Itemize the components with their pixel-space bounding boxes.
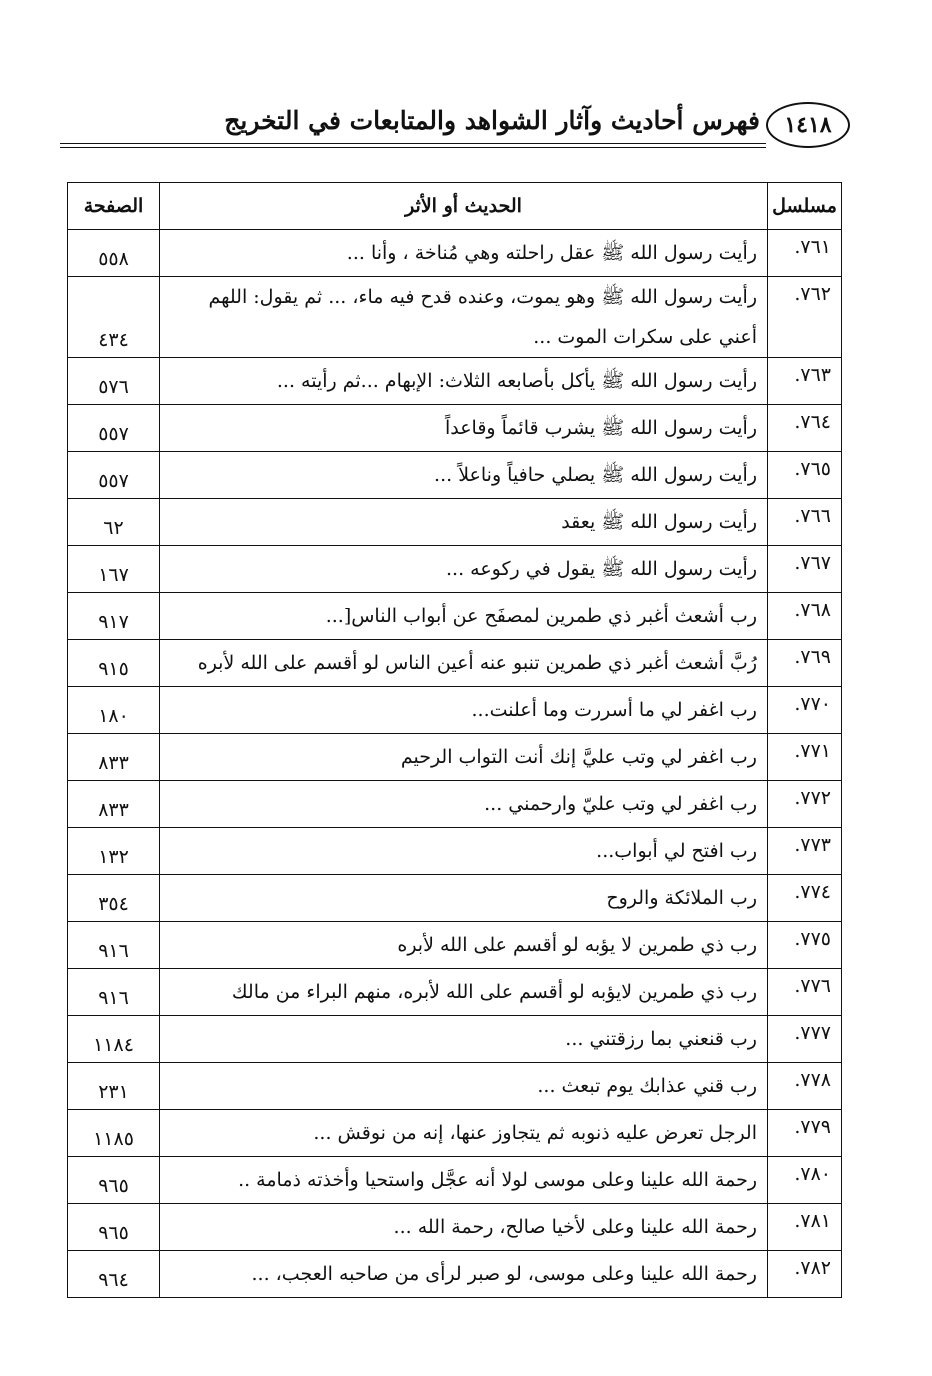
row-text: رأيت رسول الله ﷺ يصلي حافياً وناعلاً ... xyxy=(434,464,757,486)
row-text-cell xyxy=(160,499,768,546)
column-header-page: الصفحة xyxy=(68,183,160,230)
row-serial: ٧٧٣. xyxy=(768,828,842,875)
row-text-cell xyxy=(160,828,768,875)
row-page: ١٣٢ xyxy=(68,828,160,875)
row-text: رب قنعني بما رزقتني ... xyxy=(565,1028,757,1050)
row-page: ٩٦٥ xyxy=(68,1204,160,1251)
row-page: ٩١٥ xyxy=(68,640,160,687)
table-row xyxy=(68,1016,842,1063)
row-text-cell xyxy=(160,1204,768,1251)
table-row xyxy=(68,546,842,593)
row-page: ٢٣١ xyxy=(68,1063,160,1110)
table-row xyxy=(68,1157,842,1204)
table-row xyxy=(68,875,842,922)
row-text-continued: أعني على سكرات الموت ... xyxy=(533,326,757,348)
table-row xyxy=(68,1110,842,1157)
table-row xyxy=(68,640,842,687)
row-serial: ٧٧٨. xyxy=(768,1063,842,1110)
row-text-cell xyxy=(160,452,768,499)
row-serial: ٧٧٢. xyxy=(768,781,842,828)
table-row xyxy=(68,499,842,546)
row-text-cell xyxy=(160,1157,768,1204)
row-text-cell xyxy=(160,546,768,593)
row-page: ١٨٠ xyxy=(68,687,160,734)
table-row xyxy=(68,277,842,358)
row-text: رب الملائكة والروح xyxy=(606,887,757,909)
table-row xyxy=(68,230,842,277)
table-row xyxy=(68,452,842,499)
row-text-cell xyxy=(160,1016,768,1063)
row-page: ١١٨٤ xyxy=(68,1016,160,1063)
page-title: فهرس أحاديث وآثار الشواهد والمتابعات في التخريج xyxy=(224,106,760,135)
row-page: ٩٦٥ xyxy=(68,1157,160,1204)
table-row xyxy=(68,922,842,969)
table-row xyxy=(68,1204,842,1251)
row-serial: ٧٧٦. xyxy=(768,969,842,1016)
row-serial: ٧٧٩. xyxy=(768,1110,842,1157)
row-text-cell xyxy=(160,640,768,687)
row-text-cell xyxy=(160,734,768,781)
row-text-cell xyxy=(160,230,768,277)
row-page: ١٦٧ xyxy=(68,546,160,593)
row-serial: ٧٦٢. xyxy=(768,277,842,358)
row-text: رأيت رسول الله ﷺ عقل راحلته وهي مُناخة ، وأنا ... xyxy=(346,242,757,264)
row-serial: ٧٨١. xyxy=(768,1204,842,1251)
table-row xyxy=(68,969,842,1016)
row-page: ٤٣٤ xyxy=(68,277,160,358)
row-page: ٦٢ xyxy=(68,499,160,546)
row-serial: ٧٦١. xyxy=(768,230,842,277)
row-text-cell xyxy=(160,969,768,1016)
header-rule xyxy=(60,143,766,144)
row-text-cell xyxy=(160,405,768,452)
table-row xyxy=(68,687,842,734)
row-serial: ٧٦٦. xyxy=(768,499,842,546)
table-row xyxy=(68,358,842,405)
header-rule-thin xyxy=(60,147,766,148)
row-serial: ٧٧٠. xyxy=(768,687,842,734)
table-row xyxy=(68,1063,842,1110)
table-row xyxy=(68,781,842,828)
page-number: ١٤١٨ xyxy=(766,102,850,148)
row-page: ٨٣٣ xyxy=(68,781,160,828)
row-serial: ٧٧٥. xyxy=(768,922,842,969)
table-row xyxy=(68,734,842,781)
column-header-text: الحديث أو الأثر xyxy=(160,183,768,230)
row-text: رأيت رسول الله ﷺ يشرب قائماً وقاعداً xyxy=(444,417,757,439)
row-page: ٣٥٤ xyxy=(68,875,160,922)
row-text: رب اغفر لي وتب عليَّ إنك أنت التواب الرحيم xyxy=(400,746,757,768)
row-page: ٩٦٤ xyxy=(68,1251,160,1298)
row-text: رحمة الله علينا وعلى موسى، لو صبر لرأى من صاحبه العجب، ... xyxy=(251,1263,757,1285)
row-serial: ٧٧١. xyxy=(768,734,842,781)
row-text: رب اغفر لي وتب عليّ وارحمني ... xyxy=(484,793,757,815)
row-page: ٥٥٧ xyxy=(68,452,160,499)
row-serial: ٧٧٧. xyxy=(768,1016,842,1063)
row-text-cell xyxy=(160,277,768,358)
row-page: ٩١٦ xyxy=(68,969,160,1016)
row-text: رأيت رسول الله ﷺ يقول في ركوعه ... xyxy=(445,558,757,580)
row-text: رُبَّ أشعث أغبر ذي طمرين تنبو عنه أعين الناس لو أقسم على الله لأبره xyxy=(197,652,757,674)
column-header-serial: مسلسل xyxy=(768,183,842,230)
row-serial: ٧٦٩. xyxy=(768,640,842,687)
table-row xyxy=(68,1251,842,1298)
row-serial: ٧٨٠. xyxy=(768,1157,842,1204)
row-text-cell xyxy=(160,1063,768,1110)
row-text: رب ذي طمرين لا يؤبه لو أقسم على الله لأبره xyxy=(397,934,757,956)
row-text: الرجل تعرض عليه ذنوبه ثم يتجاوز عنها، إنه من نوقش ... xyxy=(313,1122,757,1144)
row-serial: ٧٦٥. xyxy=(768,452,842,499)
table-row xyxy=(68,405,842,452)
row-text: رب ذي طمرين لايؤبه لو أقسم على الله لأبره، منهم البراء من مالك xyxy=(231,981,757,1003)
row-text: رب افتح لي أبواب... xyxy=(596,840,757,862)
row-text: رب أشعث أغبر ذي طمرين لمصفَح عن أبواب الناس[... xyxy=(325,605,757,627)
row-serial: ٧٧٤. xyxy=(768,875,842,922)
row-text: رب اغفر لي ما أسررت وما أعلنت... xyxy=(471,699,757,721)
row-text: رحمة الله علينا وعلى موسى لولا أنه عجَّل واستحيا وأخذته ذمامة .. xyxy=(238,1169,757,1191)
row-page: ١١٨٥ xyxy=(68,1110,160,1157)
page-header xyxy=(60,102,850,150)
row-text: رأيت رسول الله ﷺ وهو يموت، وعنده قدح فيه ماء، ... ثم يقول: اللهم xyxy=(208,286,757,308)
row-page: ٨٣٣ xyxy=(68,734,160,781)
row-text-cell xyxy=(160,875,768,922)
row-text-cell xyxy=(160,1251,768,1298)
row-text-cell xyxy=(160,358,768,405)
row-page: ٥٧٦ xyxy=(68,358,160,405)
row-page: ٩١٧ xyxy=(68,593,160,640)
row-text: رأيت رسول الله ﷺ يأكل بأصابعه الثلاث: الإبهام ...ثم رأيته ... xyxy=(276,370,757,392)
table-row xyxy=(68,828,842,875)
row-text-cell xyxy=(160,1110,768,1157)
row-serial: ٧٨٢. xyxy=(768,1251,842,1298)
row-serial: ٧٦٨. xyxy=(768,593,842,640)
row-text-cell xyxy=(160,781,768,828)
row-page: ٥٥٨ xyxy=(68,230,160,277)
row-page: ٩١٦ xyxy=(68,922,160,969)
index-table xyxy=(67,182,842,1298)
row-text: رأيت رسول الله ﷺ يعقد xyxy=(561,511,757,533)
row-text-cell xyxy=(160,593,768,640)
row-text: رب قني عذابك يوم تبعث ... xyxy=(537,1075,757,1097)
row-text: رحمة الله علينا وعلى لأخيا صالح، رحمة الله ... xyxy=(393,1216,757,1238)
row-page: ٥٥٧ xyxy=(68,405,160,452)
table-row xyxy=(68,593,842,640)
row-serial: ٧٦٤. xyxy=(768,405,842,452)
table-header-row xyxy=(68,183,842,230)
row-serial: ٧٦٣. xyxy=(768,358,842,405)
row-text-cell xyxy=(160,687,768,734)
row-text-cell xyxy=(160,922,768,969)
row-serial: ٧٦٧. xyxy=(768,546,842,593)
